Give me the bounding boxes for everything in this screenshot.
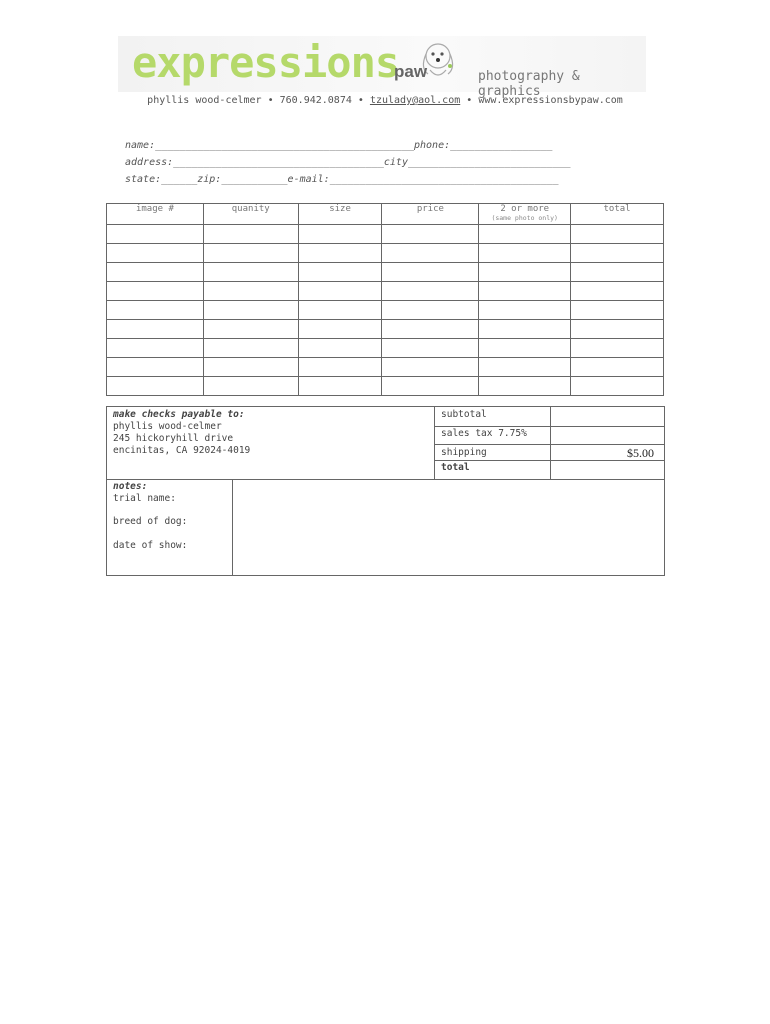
col-two-or-more-note: (same photo only) <box>491 214 558 222</box>
table-cell[interactable] <box>298 225 382 244</box>
table-row <box>107 282 664 301</box>
address-city-fields[interactable]: address:___________________________________city___________________________ <box>125 157 571 168</box>
table-cell[interactable] <box>107 282 204 301</box>
table-cell[interactable] <box>203 377 298 396</box>
table-cell[interactable] <box>203 225 298 244</box>
table-cell[interactable] <box>107 377 204 396</box>
show-date-label: date of show: <box>113 539 188 551</box>
table-cell[interactable] <box>382 320 479 339</box>
total-label: total <box>441 462 470 473</box>
summary-divider <box>434 407 435 479</box>
table-cell[interactable] <box>571 377 664 396</box>
table-cell[interactable] <box>479 225 571 244</box>
col-price: price <box>382 204 479 225</box>
col-size: size <box>298 204 382 225</box>
table-cell[interactable] <box>298 339 382 358</box>
table-cell[interactable] <box>571 358 664 377</box>
table-row <box>107 377 664 396</box>
table-cell[interactable] <box>571 320 664 339</box>
payable-street: 245 hickoryhill drive <box>113 433 234 444</box>
table-cell[interactable] <box>203 320 298 339</box>
contact-email-link[interactable]: tzulady@aol.com <box>369 95 461 106</box>
table-cell[interactable] <box>479 358 571 377</box>
notes-header: notes: <box>113 481 148 492</box>
logo-paw: paw <box>394 62 428 81</box>
table-row <box>107 263 664 282</box>
col-two-or-more: 2 or more (same photo only) <box>479 204 571 225</box>
payable-header: make checks payable to: <box>113 409 245 420</box>
summary-value-divider <box>550 407 551 479</box>
table-cell[interactable] <box>298 301 382 320</box>
table-cell[interactable] <box>571 244 664 263</box>
table-row <box>107 320 664 339</box>
trial-name-label: trial name: <box>113 492 176 504</box>
table-cell[interactable] <box>571 339 664 358</box>
contact-phone: 760.942.0874 <box>279 95 352 106</box>
table-cell[interactable] <box>107 263 204 282</box>
order-items-table <box>106 203 664 396</box>
table-cell[interactable] <box>107 358 204 377</box>
table-cell[interactable] <box>107 320 204 339</box>
table-cell[interactable] <box>298 320 382 339</box>
table-cell[interactable] <box>382 301 479 320</box>
table-cell[interactable] <box>479 320 571 339</box>
table-cell[interactable] <box>382 263 479 282</box>
table-cell[interactable] <box>203 263 298 282</box>
contact-line: phyllis wood-celmer • 760.942.0874 • tzulady@aol.com • www.expressionsbypaw.com <box>147 95 623 106</box>
table-cell[interactable] <box>107 339 204 358</box>
payable-name: phyllis wood-celmer <box>113 421 222 432</box>
table-cell[interactable] <box>479 282 571 301</box>
table-cell[interactable] <box>382 282 479 301</box>
col-quantity: quanity <box>203 204 298 225</box>
payable-block <box>113 409 250 457</box>
table-cell[interactable] <box>298 263 382 282</box>
col-total: total <box>571 204 664 225</box>
table-cell[interactable] <box>107 225 204 244</box>
subtotal-label: subtotal <box>441 409 487 420</box>
table-cell[interactable] <box>298 244 382 263</box>
name-phone-fields[interactable]: name:___________________________________________phone:_________________ <box>125 140 553 151</box>
table-cell[interactable] <box>382 377 479 396</box>
logo-wordmark: expressions <box>132 38 400 87</box>
table-cell[interactable] <box>479 301 571 320</box>
table-cell[interactable] <box>203 358 298 377</box>
table-cell[interactable] <box>382 244 479 263</box>
notes-divider <box>107 479 664 480</box>
table-cell[interactable] <box>298 377 382 396</box>
table-cell[interactable] <box>479 377 571 396</box>
table-cell[interactable] <box>571 263 664 282</box>
table-row <box>107 244 664 263</box>
table-cell[interactable] <box>382 358 479 377</box>
state-zip-email-fields[interactable]: state:______zip:___________e-mail:______________________________________ <box>125 174 559 185</box>
table-cell[interactable] <box>203 339 298 358</box>
table-cell[interactable] <box>203 301 298 320</box>
col-image-number: image # <box>107 204 204 225</box>
table-cell[interactable] <box>107 301 204 320</box>
table-cell[interactable] <box>382 339 479 358</box>
logo-tagline: photography & graphics <box>478 69 580 99</box>
table-cell[interactable] <box>571 301 664 320</box>
table-header-row <box>107 204 664 225</box>
table-cell[interactable] <box>571 282 664 301</box>
shipping-value: $5.00 <box>627 446 654 460</box>
table-cell[interactable] <box>298 282 382 301</box>
table-cell[interactable] <box>479 339 571 358</box>
table-cell[interactable] <box>298 358 382 377</box>
shipping-label: shipping <box>441 447 487 458</box>
table-cell[interactable] <box>479 263 571 282</box>
table-row <box>107 339 664 358</box>
table-cell[interactable] <box>382 225 479 244</box>
summary-row-line <box>434 426 664 427</box>
table-row <box>107 358 664 377</box>
table-cell[interactable] <box>107 244 204 263</box>
sales-tax-label: sales tax 7.75% <box>441 428 527 439</box>
table-cell[interactable] <box>571 225 664 244</box>
table-row <box>107 301 664 320</box>
table-cell[interactable] <box>479 244 571 263</box>
contact-website[interactable]: www.expressionsbypaw.com <box>478 95 623 106</box>
table-cell[interactable] <box>203 244 298 263</box>
contact-name: phyllis wood-celmer <box>147 95 262 106</box>
breed-label: breed of dog: <box>113 516 188 528</box>
payment-summary-box <box>106 406 665 576</box>
table-row <box>107 225 664 244</box>
table-cell[interactable] <box>203 282 298 301</box>
notes-column-divider <box>232 479 233 575</box>
payable-city: encinitas, CA 92024-4019 <box>113 445 251 456</box>
logo-banner <box>118 36 646 99</box>
summary-row-line <box>434 444 664 445</box>
notes-block <box>113 481 187 552</box>
